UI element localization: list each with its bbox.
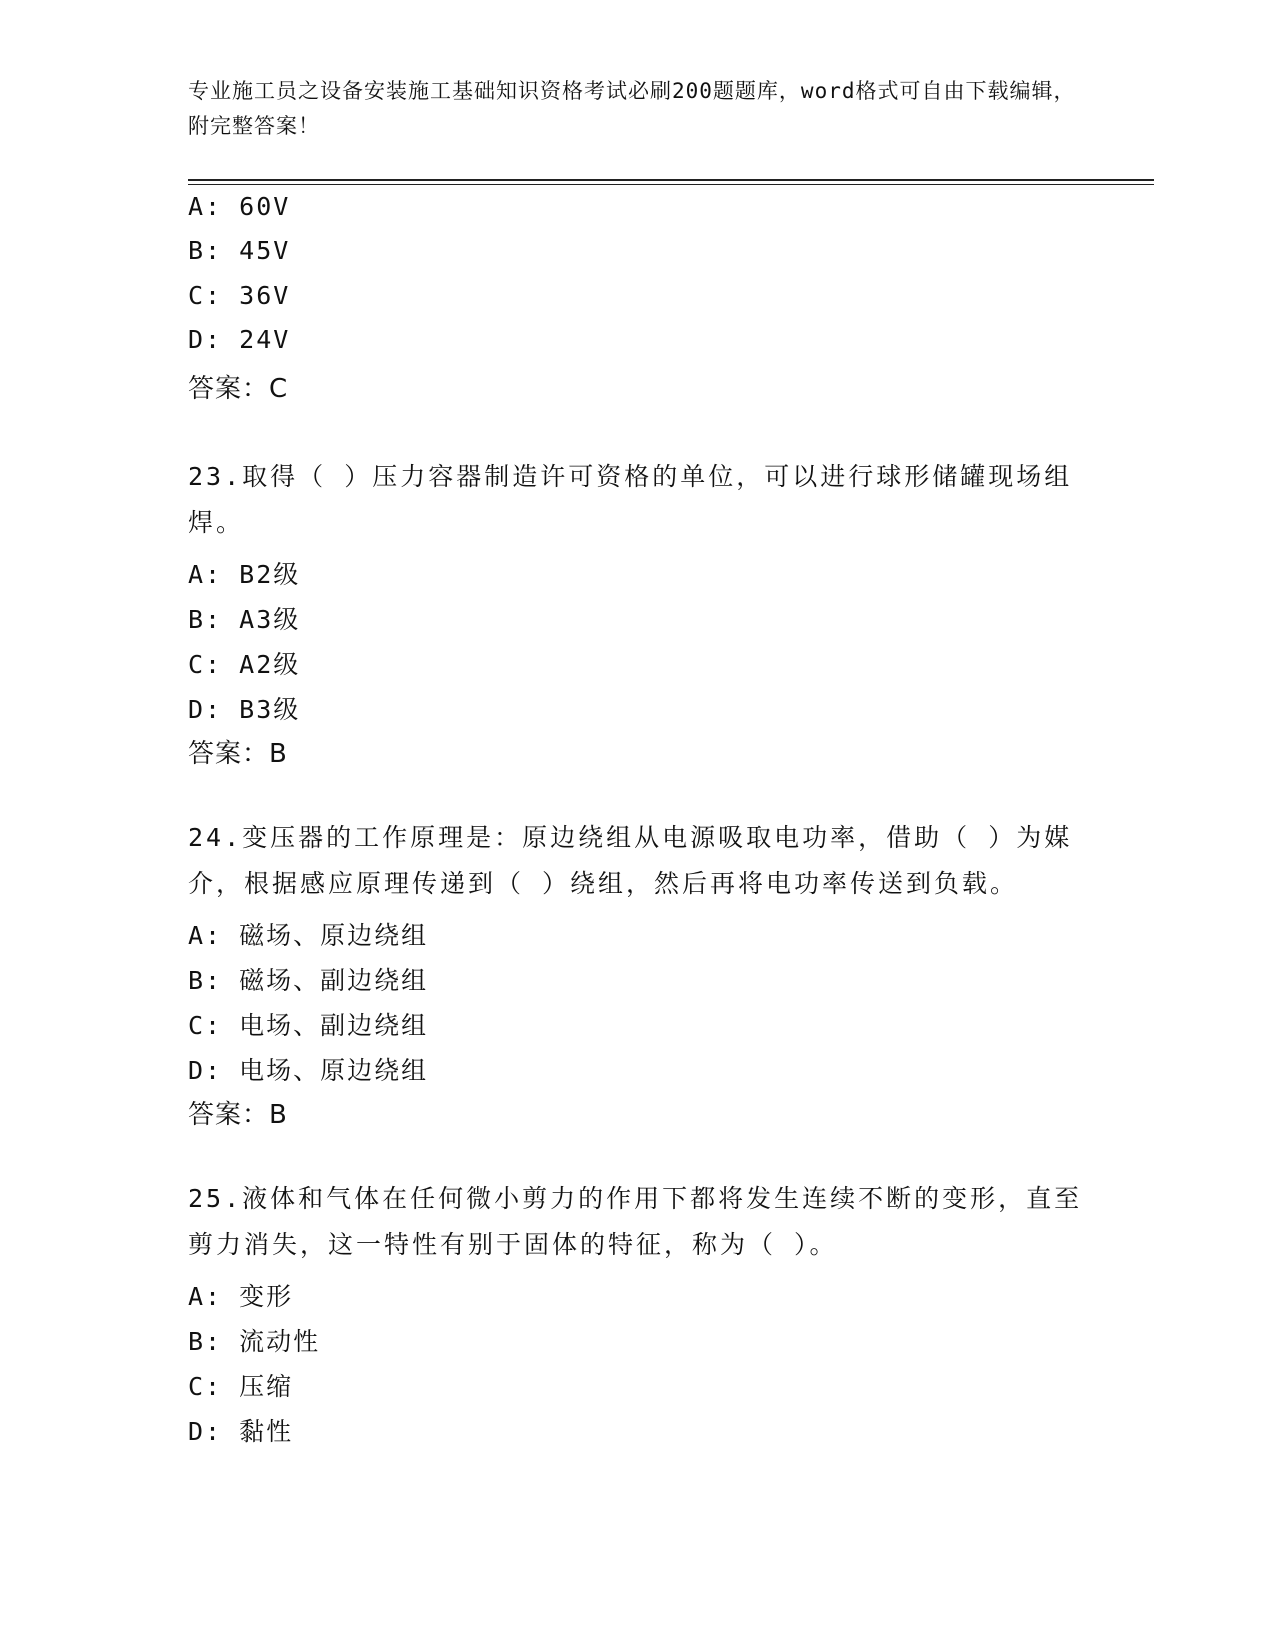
document-header: 专业施工员之设备安装施工基础知识资格考试必刷200题题库，word格式可自由下载编辑，附完整答案！ xyxy=(188,79,1076,138)
q24-option-d: D: 电场、原边绕组 xyxy=(188,1056,429,1085)
q24-answer: 答案：B xyxy=(188,1100,288,1130)
header-rule xyxy=(188,179,1154,181)
q22-option-c: C: 36V xyxy=(188,281,291,310)
q25-option-a: A: 变形 xyxy=(188,1282,294,1311)
q22-option-b: B: 45V xyxy=(188,236,291,265)
q23-option-b: B: A3级 xyxy=(188,605,301,634)
q23-question: 23.取得（ ）压力容器制造许可资格的单位，可以进行球形储罐现场组焊。 xyxy=(188,462,1073,537)
q25-question: 25.液体和气体在任何微小剪力的作用下都将发生连续不断的变形，直至剪力消失，这一特性有别于固体的特征，称为（ ）。 xyxy=(188,1184,1083,1259)
q25-option-c: C: 压缩 xyxy=(188,1372,294,1401)
q24-option-c: C: 电场、副边绕组 xyxy=(188,1011,429,1040)
q22-option-d: D: 24V xyxy=(188,325,291,354)
q22-answer: 答案：C xyxy=(188,374,289,404)
q22-option-a: A: 60V xyxy=(188,192,291,221)
header-rule-thin xyxy=(188,184,1154,185)
q23-answer: 答案：B xyxy=(188,739,288,769)
q23-option-a: A: B2级 xyxy=(188,560,301,589)
q24-option-b: B: 磁场、副边绕组 xyxy=(188,966,429,995)
q23-option-d: D: B3级 xyxy=(188,695,301,724)
q24-question: 24.变压器的工作原理是：原边绕组从电源吸取电功率，借助（ ）为媒介，根据感应原理传递到（ ）绕组，然后再将电功率传送到负载。 xyxy=(188,823,1073,898)
q23-option-c: C: A2级 xyxy=(188,650,301,679)
q24-option-a: A: 磁场、原边绕组 xyxy=(188,921,429,950)
q25-option-b: B: 流动性 xyxy=(188,1327,321,1356)
q25-option-d: D: 黏性 xyxy=(188,1417,294,1446)
